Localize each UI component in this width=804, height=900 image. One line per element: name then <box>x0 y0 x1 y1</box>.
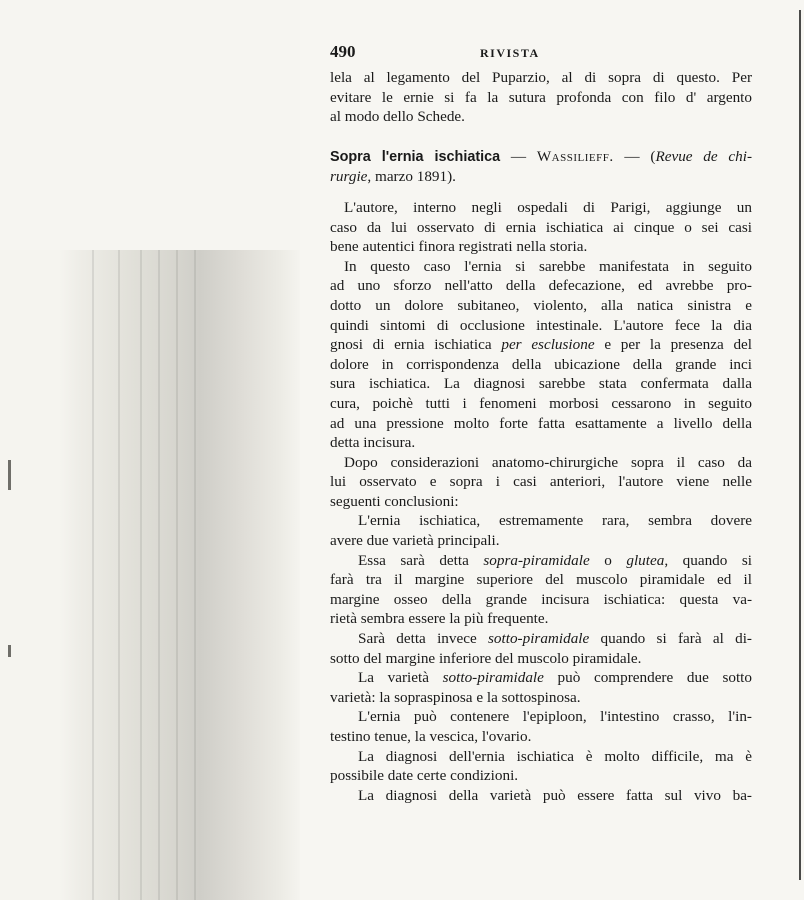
text-line: al modo dello Schede. <box>330 108 465 126</box>
text-line: caso da lui osservato di ernia ischiatica ai cinque o sei casi <box>330 218 752 236</box>
text-line: lui osservato e sopra i casi anteriori, l'autore viene nelle <box>330 473 752 491</box>
gutter-line <box>158 250 160 900</box>
text-line: In questo caso l'ernia si sarebbe manifestata in seguito <box>344 257 752 275</box>
page-right-edge <box>799 10 801 880</box>
text-line <box>330 335 752 355</box>
gutter-line <box>194 250 196 900</box>
text-line: La diagnosi dell'ernia ischiatica è molto difficile, ma è <box>358 747 752 765</box>
article-author: Wassilieff. <box>536 147 614 165</box>
paragraph <box>330 198 752 257</box>
conclusion <box>330 747 752 786</box>
gutter-line <box>118 250 120 900</box>
text-line: testino tenue, la vescica, l'ovario. <box>330 728 532 745</box>
journal-name-end: rurgie <box>330 168 368 186</box>
text-line: possibile date certe condizioni. <box>330 767 519 785</box>
article-heading-line <box>330 147 752 168</box>
text-line: bene autentici finora registrati nella storia. <box>330 238 588 256</box>
page-number: 490 <box>330 42 356 61</box>
text-line <box>330 629 752 649</box>
text-run: quando si farà al di- <box>589 630 752 648</box>
text-line: dotto un dolore subitaneo, violento, alla natica sinistra e <box>330 296 752 314</box>
page-text <box>330 42 752 805</box>
journal-name: Revue de chi- <box>655 147 753 165</box>
text-run: , quando si <box>664 551 753 569</box>
text-line: sotto del margine inferiore del muscolo piramidale. <box>330 649 642 667</box>
text-line: evitare le ernie si fa la sutura profonda con filo d' argento <box>330 88 752 106</box>
text-line: L'ernia ischiatica, estremamente rara, sembra dovere <box>358 512 752 530</box>
text-run: e per la presenza del <box>594 336 752 354</box>
text-line: avere due varietà principali. <box>330 532 500 550</box>
text-run: Essa sarà detta <box>358 551 484 569</box>
conclusion <box>330 707 752 746</box>
article-heading <box>330 147 752 187</box>
gutter-line <box>92 250 94 900</box>
text-line: cura, poichè tutti i fenomeni morbosi cessarono in seguito <box>330 394 752 412</box>
gutter-line <box>176 250 178 900</box>
text-line: ad una pressione molto forte fatta esattamente a livello della <box>330 414 752 432</box>
conclusion <box>330 786 752 806</box>
text-line: L'autore, interno negli ospedali di Parigi, aggiunge un <box>344 198 752 216</box>
text-line: varietà: la sopraspinosa e la sottospinosa. <box>330 688 581 706</box>
text-line: ad uno sforzo nell'atto della defecazione, ed avrebbe pro- <box>330 277 752 295</box>
conclusion <box>330 668 752 707</box>
italic-run: sopra-piramidale <box>483 551 590 569</box>
article-heading-line <box>330 167 752 187</box>
text-line: Dopo considerazioni anatomo-chirurgiche sopra il caso da <box>344 453 752 471</box>
text-line: rietà sembra essere la più frequente. <box>330 610 549 628</box>
text-line: lela al legamento del Puparzio, al di sopra di questo. Per <box>330 69 752 86</box>
text-line <box>330 551 752 571</box>
heading-dash: — <box>500 147 537 165</box>
page-header <box>330 42 752 66</box>
text-run: gnosi di ernia ischiatica <box>330 336 502 354</box>
italic-run: glutea <box>626 551 665 569</box>
text-run: La varietà <box>358 669 443 687</box>
text-line: quindi sintomi di occlusione intestinale. L'autore fece la dia <box>330 316 752 334</box>
italic-run: sotto-piramidale <box>488 630 590 648</box>
scan-edge-mark <box>8 460 11 490</box>
gutter-top-margin <box>0 0 300 250</box>
text-run: o <box>589 551 627 569</box>
heading-dash: — ( <box>613 147 656 165</box>
text-line: dolore in corrispondenza della ubicazione della grande inci <box>330 355 752 373</box>
text-line: seguenti conclusioni: <box>330 492 459 510</box>
article-date: , marzo 1891). <box>367 168 456 186</box>
text-line: sura ischiatica. La diagnosi sarebbe stata confermata dalla <box>330 375 752 393</box>
text-line: La diagnosi della varietà può essere fatta sul vivo ba- <box>358 786 752 804</box>
text-line: detta incisura. <box>330 434 416 452</box>
conclusion <box>330 511 752 550</box>
paragraph <box>330 453 752 512</box>
text-line: L'ernia può contenere l'epiploon, l'intestino crasso, l'in- <box>358 708 752 726</box>
text-run: Sarà detta invece <box>358 630 489 648</box>
gutter-line <box>140 250 142 900</box>
text-line: farà tra il margine superiore del muscolo piramidale ed il <box>330 571 752 589</box>
text-line <box>330 668 752 688</box>
text-line: margine osseo della grande incisura ischiatica: questa va- <box>330 590 752 608</box>
running-title: RIVISTA <box>480 46 540 60</box>
conclusion <box>330 629 752 668</box>
intro-paragraph <box>330 68 752 127</box>
conclusion <box>330 551 752 629</box>
scan-edge-mark <box>8 645 11 657</box>
text-run: può comprendere due sotto <box>543 669 752 687</box>
italic-run: per esclusione <box>501 336 595 354</box>
italic-run: sotto-piramidale <box>442 669 544 687</box>
article-title: Sopra l'ernia ischiatica <box>330 148 501 165</box>
paragraph <box>330 257 752 453</box>
